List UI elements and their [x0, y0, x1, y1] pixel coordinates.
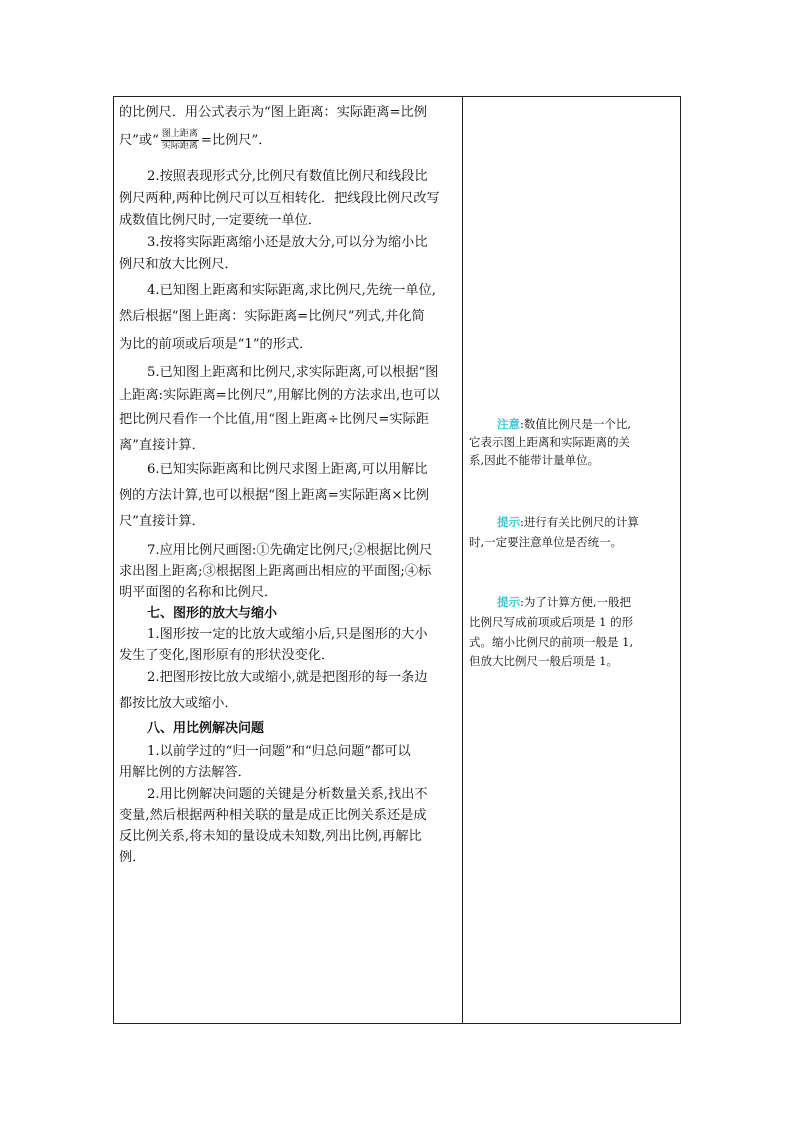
text-line: 2.把图形按比放大或缩小,就是把图形的每一条边 [147, 670, 428, 685]
formula-prefix: 尺”或“ [119, 133, 159, 148]
text-line: 例尺和放大比例尺． [119, 257, 238, 272]
text-line: 尺”直接计算． [119, 514, 205, 529]
section-heading: 八、用比例解决问题 [147, 721, 265, 736]
text-line: 1.以前学过的“归一问题”和“归总问题”都可以 [147, 744, 411, 759]
fraction-numerator: 图上距离 [161, 129, 198, 139]
text-line: 7.应用比例尺画图:①先确定比例尺;②根据比例尺 [147, 543, 433, 558]
formula-line [119, 129, 271, 152]
text-line: 2.按照表现形式分,比例尺有数值比例尺和线段比 [147, 169, 428, 184]
note-line: 提示:为了计算方便,一般把 [497, 595, 632, 609]
text-line: 1.图形按一定的比放大或缩小后,只是图形的大小 [147, 627, 428, 642]
note-tag: 注意 [497, 417, 520, 431]
text-line: 明平面图的名称和比例尺． [119, 585, 278, 600]
text-line: 3.按将实际距离缩小还是放大分,可以分为缩小比 [147, 235, 428, 250]
text-line: 把比例尺看作一个比值,用“图上距离÷比例尺=实际距 [119, 412, 429, 427]
note-line: 时,一定要注意单位是否统一。 [469, 535, 623, 549]
text-line: 的比例尺．用公式表示为“图上距离：实际距离=比例 [119, 105, 427, 120]
text-line: 6.已知实际距离和比例尺求图上距离,可以用解比 [147, 462, 428, 477]
fraction-denominator: 实际距离 [161, 141, 198, 151]
text-line: 例的方法计算,也可以根据“图上距离=实际距离×比例 [119, 488, 429, 503]
note-line: 系,因此不能带计量单位。 [469, 453, 600, 467]
fraction [161, 129, 199, 152]
note-line: 提示:进行有关比例尺的计算 [497, 515, 639, 529]
text-line: 上距离:实际距离=比例尺”,用解比例的方法求出,也可以 [119, 388, 440, 403]
formula-suffix: =比例尺”． [200, 133, 272, 148]
text-line: 反比例关系,将未知的量设成未知数,列出比例,再解比 [119, 829, 422, 844]
note-line: 它表示图上距离和实际距离的关 [469, 435, 630, 449]
text-line: 例． [119, 850, 146, 865]
note-line: 但放大比例尺一般后项是 1。 [469, 654, 618, 668]
text-line: 然后根据“图上距离：实际距离=比例尺”列式,并化简 [119, 309, 425, 324]
text-line: 都按比放大或缩小． [119, 696, 238, 711]
note-tag: 提示 [497, 515, 520, 529]
text-line: 发生了变化,图形原有的形状没变化． [119, 648, 335, 663]
note-line: 比例尺写成前项或后项是 1 的形 [469, 615, 634, 629]
text-line: 用解比例的方法解答． [119, 765, 251, 780]
text-line: 2.用比例解决问题的关键是分析数量关系,找出不 [147, 787, 428, 802]
text-line: 为比的前项或后项是“1”的形式． [119, 337, 313, 352]
note-line: 注意:数值比例尺是一个比, [497, 417, 632, 431]
text-line: 离”直接计算． [119, 438, 205, 453]
text-line: 变量,然后根据两种相关联的量是成正比例关系还是成 [119, 808, 427, 823]
note-line: 式。缩小比例尺的前项一般是 1, [469, 635, 634, 649]
section-heading: 七、图形的放大与缩小 [147, 606, 278, 621]
text-line: 5.已知图上距离和比例尺,求实际距离,可以根据“图 [147, 365, 439, 380]
text-line: 4.已知图上距离和实际距离,求比例尺,先统一单位, [147, 283, 436, 298]
text-line: 求出图上距离;③根据图上距离画出相应的平面图;④标 [119, 564, 432, 579]
text-line: 成数值比例尺时,一定要统一单位． [119, 213, 322, 228]
column-divider [462, 96, 463, 1024]
text-line: 例尺两种,两种比例尺可以互相转化．把线段比例尺改写 [119, 191, 440, 206]
note-tag: 提示 [497, 595, 520, 609]
